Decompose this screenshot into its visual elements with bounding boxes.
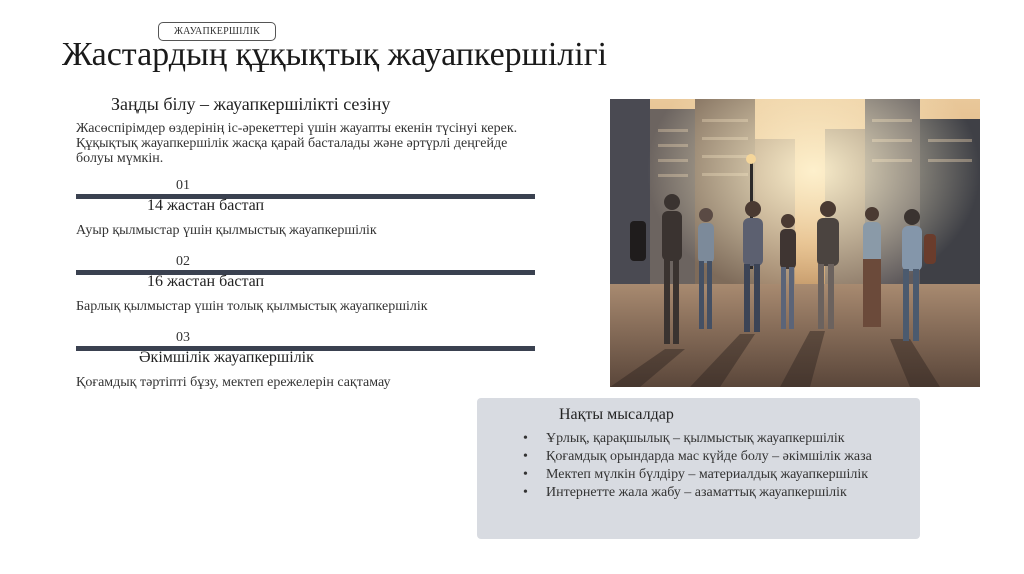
subtitle: Заңды білу – жауапкершілікті сезіну [111,94,391,114]
step-divider [76,270,535,275]
step-number: 01 [176,178,190,193]
step-heading: 16 жастан бастап [147,273,265,290]
step-description: Барлық қылмыстар үшін толық қылмыстық жауапкершілік [76,299,428,314]
step-number: 02 [176,254,190,269]
examples-panel [477,398,920,539]
list-item: • Мектеп мүлкін бүлдіру – материалдық жауапкершілік [523,467,869,482]
examples-title: Нақты мысалдар [559,406,674,423]
step-heading: 14 жастан бастап [147,197,265,214]
list-item: • Ұрлық, қарақшылық – қылмыстық жауапкершілік [523,431,845,446]
intro-paragraph: Жасөспірімдер өздерінің іс-әрекеттері үшін жауапты екенін түсінуі керек. Құқықтық жауапкершілік жасқа қарай басталады және әртүрлі деңгейде болуы мүмкін. [76,121,518,166]
page-title: Жастардың құқықтық жауапкершілігі [62,36,608,73]
section-tag: ЖАУАПКЕРШІЛІК [158,22,276,41]
step-description: Қоғамдық тәртіпті бұзу, мектеп ережелерін сақтамау [76,375,391,390]
step-divider [76,194,535,199]
step-heading: Әкімшілік жауапкершілік [139,349,314,366]
list-item: • Қоғамдық орындарда мас күйде болу – әкімшілік жаза [523,449,872,464]
students-photo [610,99,980,387]
list-item: • Интернетте жала жабу – азаматтық жауапкершілік [523,485,847,500]
examples-list [477,432,920,504]
step-description: Ауыр қылмыстар үшін қылмыстық жауапкершілік [76,223,377,238]
step-number: 03 [176,330,190,345]
